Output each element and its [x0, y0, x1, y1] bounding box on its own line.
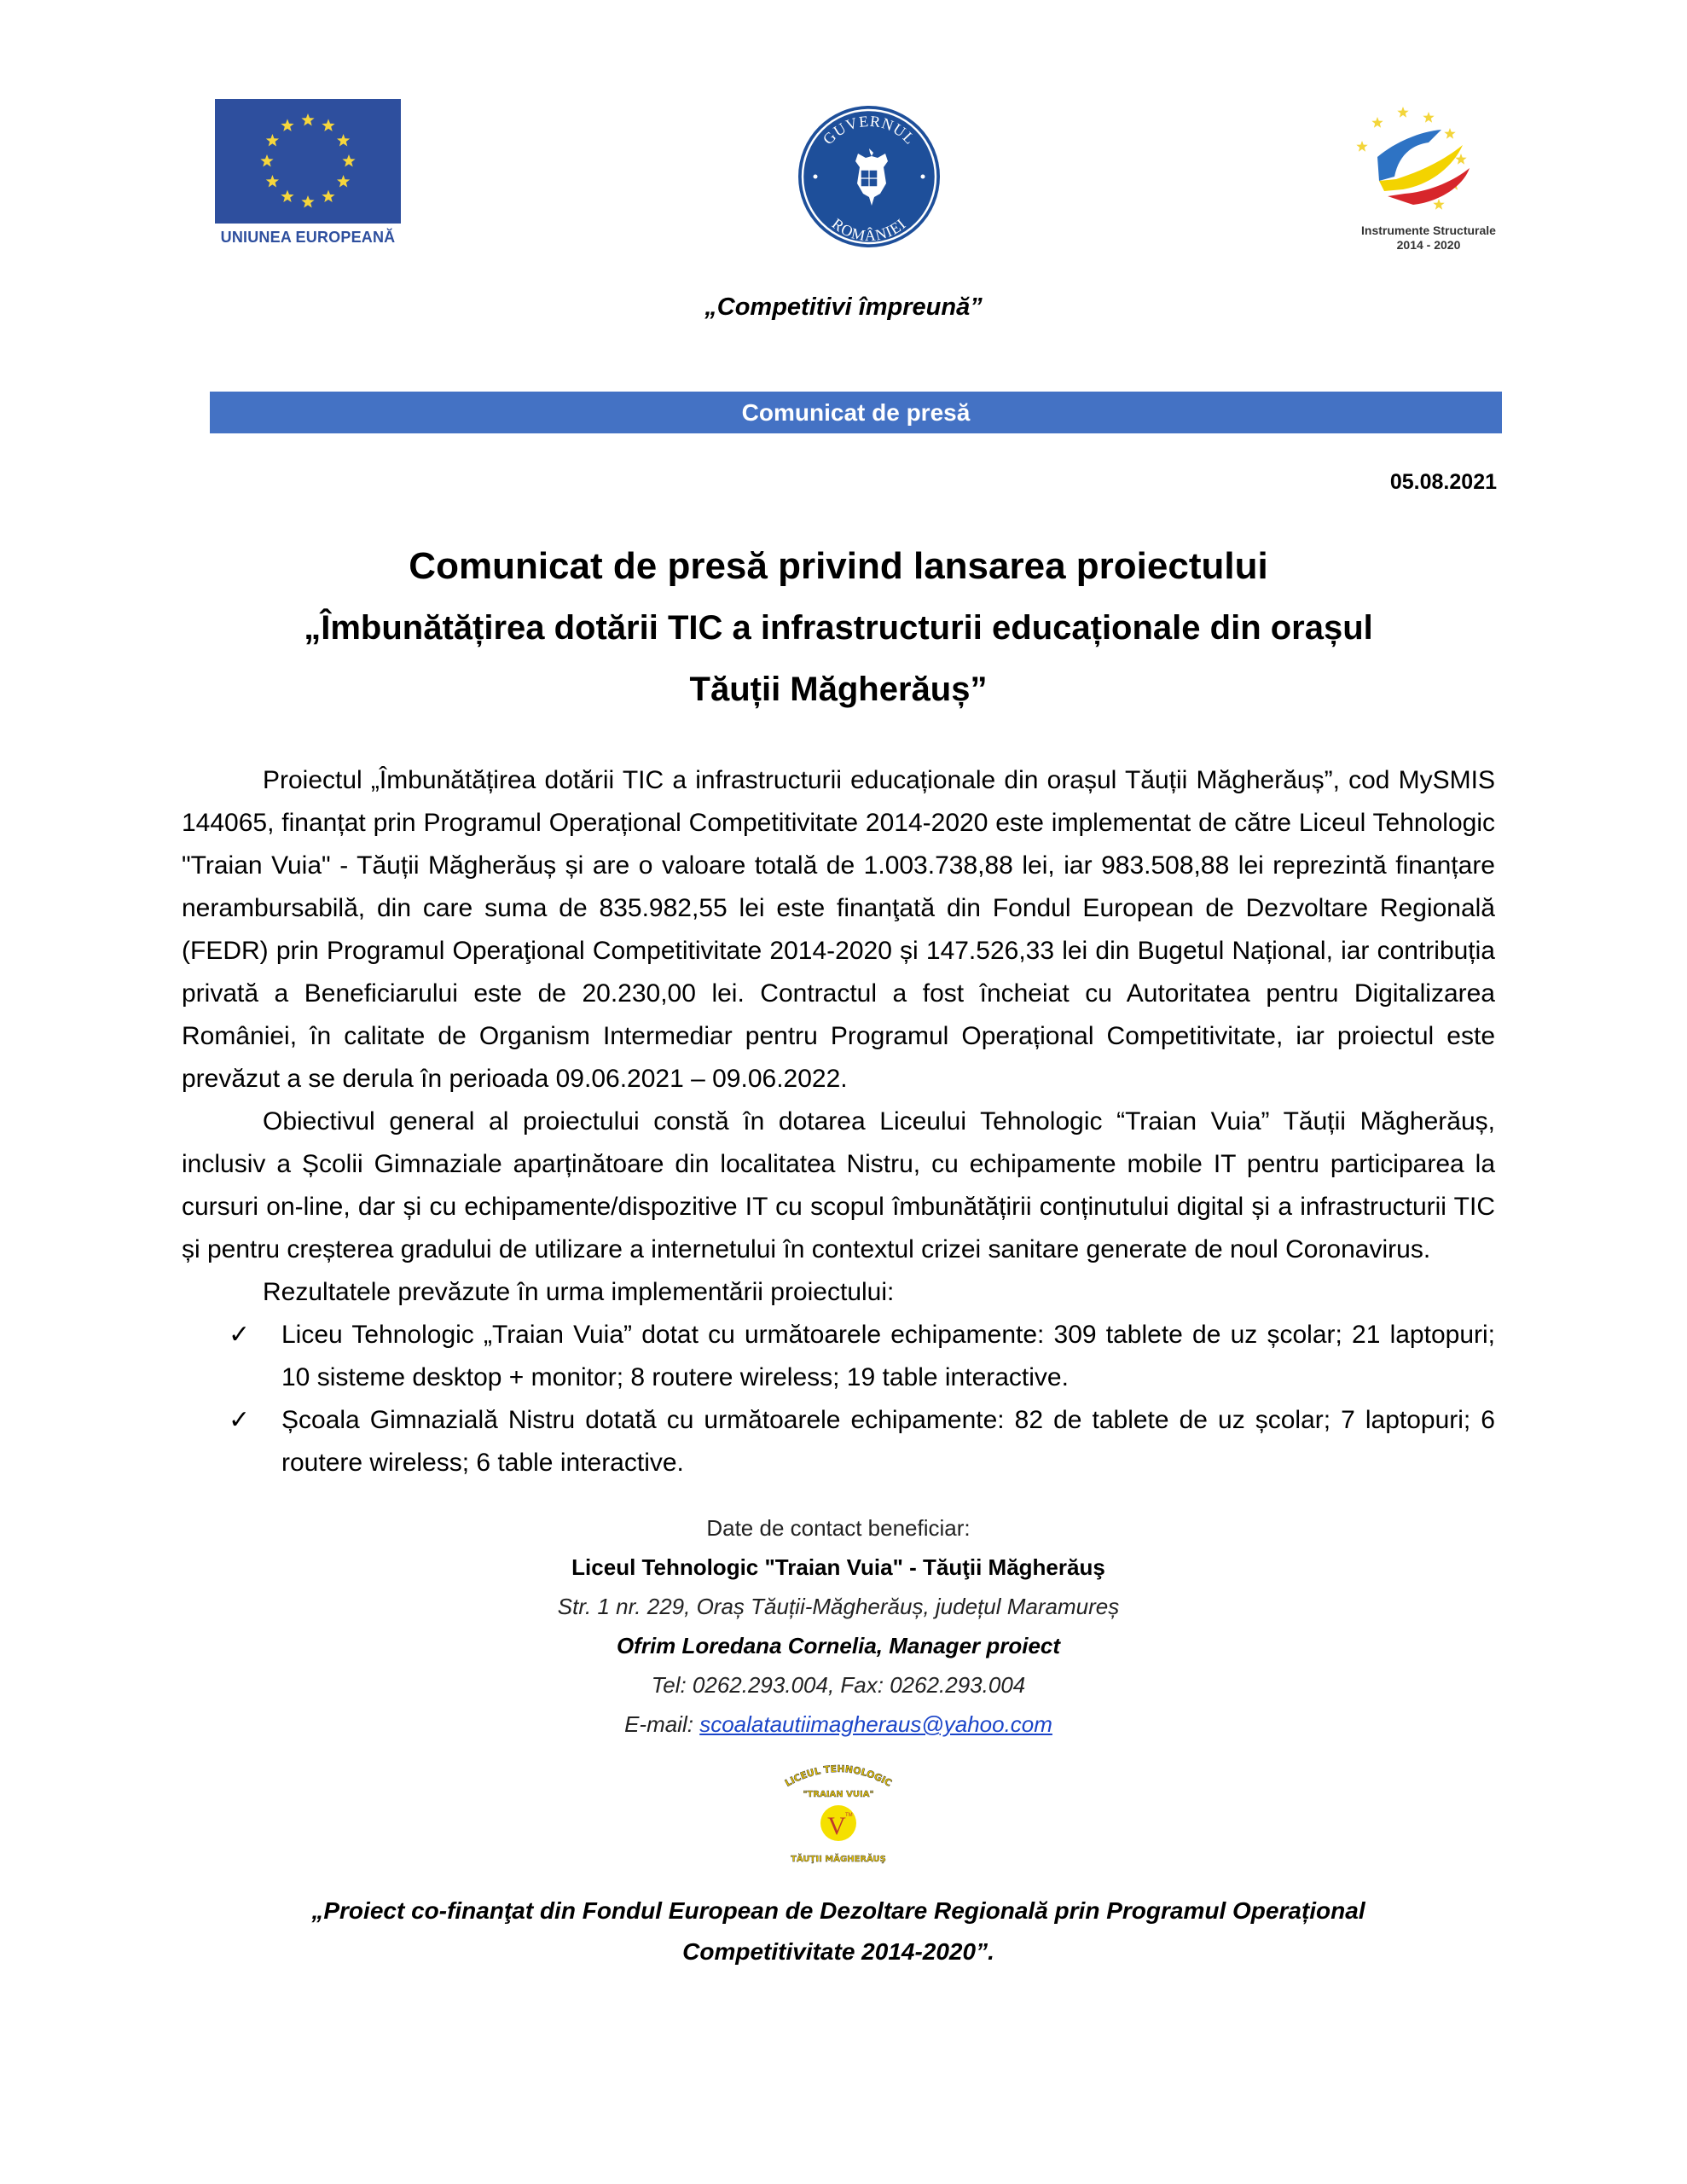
body-text	[182, 759, 1495, 1314]
structural-instruments-logo	[1343, 96, 1514, 258]
contact-organization: Liceul Tehnologic "Traian Vuia" - Tăuţii Măgherăuş	[571, 1554, 1105, 1580]
eu-star-icon	[342, 154, 355, 167]
eu-star-icon	[322, 190, 334, 202]
gov-seal-text-bottom: ROMÂNIEI	[828, 214, 910, 245]
checkmark-icon: ✓	[229, 1406, 251, 1434]
page-title: Comunicat de presă privind lansarea proiectului	[409, 545, 1268, 587]
structural-star-icon	[1397, 107, 1408, 118]
eu-star-icon	[322, 119, 334, 131]
eu-star-icon	[337, 175, 350, 188]
project-title-line-2: Tăuții Măgherăuș”	[689, 671, 988, 708]
eu-star-icon	[301, 195, 314, 208]
structural-instruments-years: 2014 - 2020	[1396, 238, 1461, 252]
contact-manager: Ofrim Loredana Cornelia, Manager proiect	[616, 1633, 1061, 1658]
main-content	[182, 536, 1495, 1972]
structural-star-icon	[1371, 117, 1383, 128]
eu-flag	[215, 99, 401, 224]
eu-logo	[215, 99, 401, 253]
structural-star-icon	[1356, 141, 1367, 152]
footer-funding-note	[130, 1891, 1546, 1972]
eu-star-icon	[301, 113, 314, 126]
contact-address: Str. 1 nr. 229, Oraș Tăuții-Măgherăuș, județul Maramureș	[557, 1594, 1120, 1619]
paragraph-results-intro: Rezultatele prevăzute în urma implementării proiectului:	[263, 1278, 895, 1306]
svg-text:LICEUL TEHNOLOGIC	[783, 1763, 894, 1789]
eu-star-icon	[281, 119, 293, 131]
structural-star-icon	[1423, 112, 1434, 123]
results-list	[229, 1314, 1495, 1484]
result-text: Școala Gimnazială Nistru dotată cu următoarele echipamente: 82 de tablete de uz școlar; 7 laptopuri; 6 routere wireless; 6 table interactive.	[281, 1406, 1495, 1477]
press-release-banner: Comunicat de presă	[210, 392, 1502, 433]
gov-seal-text-top: GUVERNUL	[819, 112, 919, 148]
list-item	[229, 1314, 1495, 1399]
eu-stars-icon	[215, 99, 401, 224]
result-text: Liceu Tehnologic „Traian Vuia” dotat cu următoarele echipamente: 309 tablete de uz școlar; 21 laptopuri; 10 sisteme desktop + monitor; 8 routere wireless; 19 table interactive.	[281, 1321, 1495, 1391]
contact-phone: Tel: 0262.293.004, Fax: 0262.293.004	[651, 1672, 1026, 1698]
project-title-line-1: „Îmbunătățirea dotării TIC a infrastructurii educaționale din orașul	[304, 609, 1373, 647]
eu-star-icon	[260, 154, 273, 167]
motto: „Competitivi împreună”	[704, 293, 983, 321]
school-logo-text-mid: "TRAIAN VUIA"	[803, 1790, 874, 1799]
school-logo	[774, 1759, 902, 1870]
eu-star-icon	[337, 134, 350, 147]
checkmark-icon: ✓	[229, 1321, 251, 1349]
eu-star-icon	[281, 190, 293, 202]
school-monogram: V	[827, 1812, 846, 1840]
structural-star-icon	[1444, 128, 1455, 139]
contact-email-row	[182, 1705, 1495, 1744]
email-label: E-mail:	[624, 1711, 700, 1737]
school-monogram-tm: TM	[845, 1813, 853, 1818]
contact-block	[182, 1508, 1495, 1744]
eu-logo-label: UNIUNEA EUROPEANĂ	[220, 229, 396, 246]
list-item	[229, 1399, 1495, 1484]
release-date: 05.08.2021	[1389, 470, 1497, 494]
structural-star-icon	[1433, 199, 1444, 210]
school-logo-text-top: LICEUL TEHNOLOGIC	[783, 1763, 894, 1789]
government-seal-logo	[797, 104, 942, 249]
eu-star-icon	[266, 134, 279, 147]
footer-line-2: Competitivitate 2014-2020”.	[682, 1938, 994, 1965]
structural-instruments-label: Instrumente Structurale	[1361, 224, 1496, 237]
paragraph-objective: Obiectivul general al proiectului constă în dotarea Liceului Tehnologic “Traian Vuia” Tăuții Măgherăuș, inclusiv a Școlii Gimnaziale aparținătoare din localitatea Nistru, cu echipamente mobile IT pentru participarea la cursuri on-line, dar și cu echipamente/dispozitive IT cu scopul îmbunătățirii conținutului digital și a infrastructurii TIC și pentru creșterea gradului de utilizare a internetului în contextul crizei sanitare generate de noul Coronavirus.	[182, 1107, 1495, 1263]
footer-line-1: „Proiect co-finanţat din Fondul European de Dezoltare Regională prin Programul Operațional	[311, 1897, 1365, 1924]
paragraph-project-details: Proiectul „Îmbunătățirea dotării TIC a infrastructurii educaționale din orașul Tăuții Măgherăuș”, cod MySMIS 144065, finanțat prin Programul Operațional Competitivitate 2014-2020 este implementat de către Liceul Tehnologic "Traian Vuia" - Tăuții Măgherăuș și are o valoare totală de 1.003.738,88 lei, iar 983.508,88 lei reprezintă finanțare nerambursabilă, din care suma de 835.982,55 lei este finanţată din Fondul European de Dezvoltare Regională (FEDR) prin Programul Operaţional Competitivitate 2014-2020 și 147.526,33 lei din Bugetul Național, iar contribuția privată a Beneficiarului este de 20.230,00 lei. Contractul a fost încheiat cu Autoritatea pentru Digitalizarea României, în calitate de Organism Intermediar pentru Programul Operațional Competitivitate, iar proiectul este prevăzut a se derula în perioada 09.06.2021 – 09.06.2022.	[182, 766, 1495, 1093]
school-logo-text-bottom: TĂUŢII MĂGHERĂUŞ	[791, 1855, 886, 1864]
contact-heading: Date de contact beneficiar:	[706, 1515, 971, 1541]
eu-star-icon	[266, 175, 279, 188]
email-link[interactable]: scoalatautiimagheraus@yahoo.com	[699, 1711, 1052, 1737]
